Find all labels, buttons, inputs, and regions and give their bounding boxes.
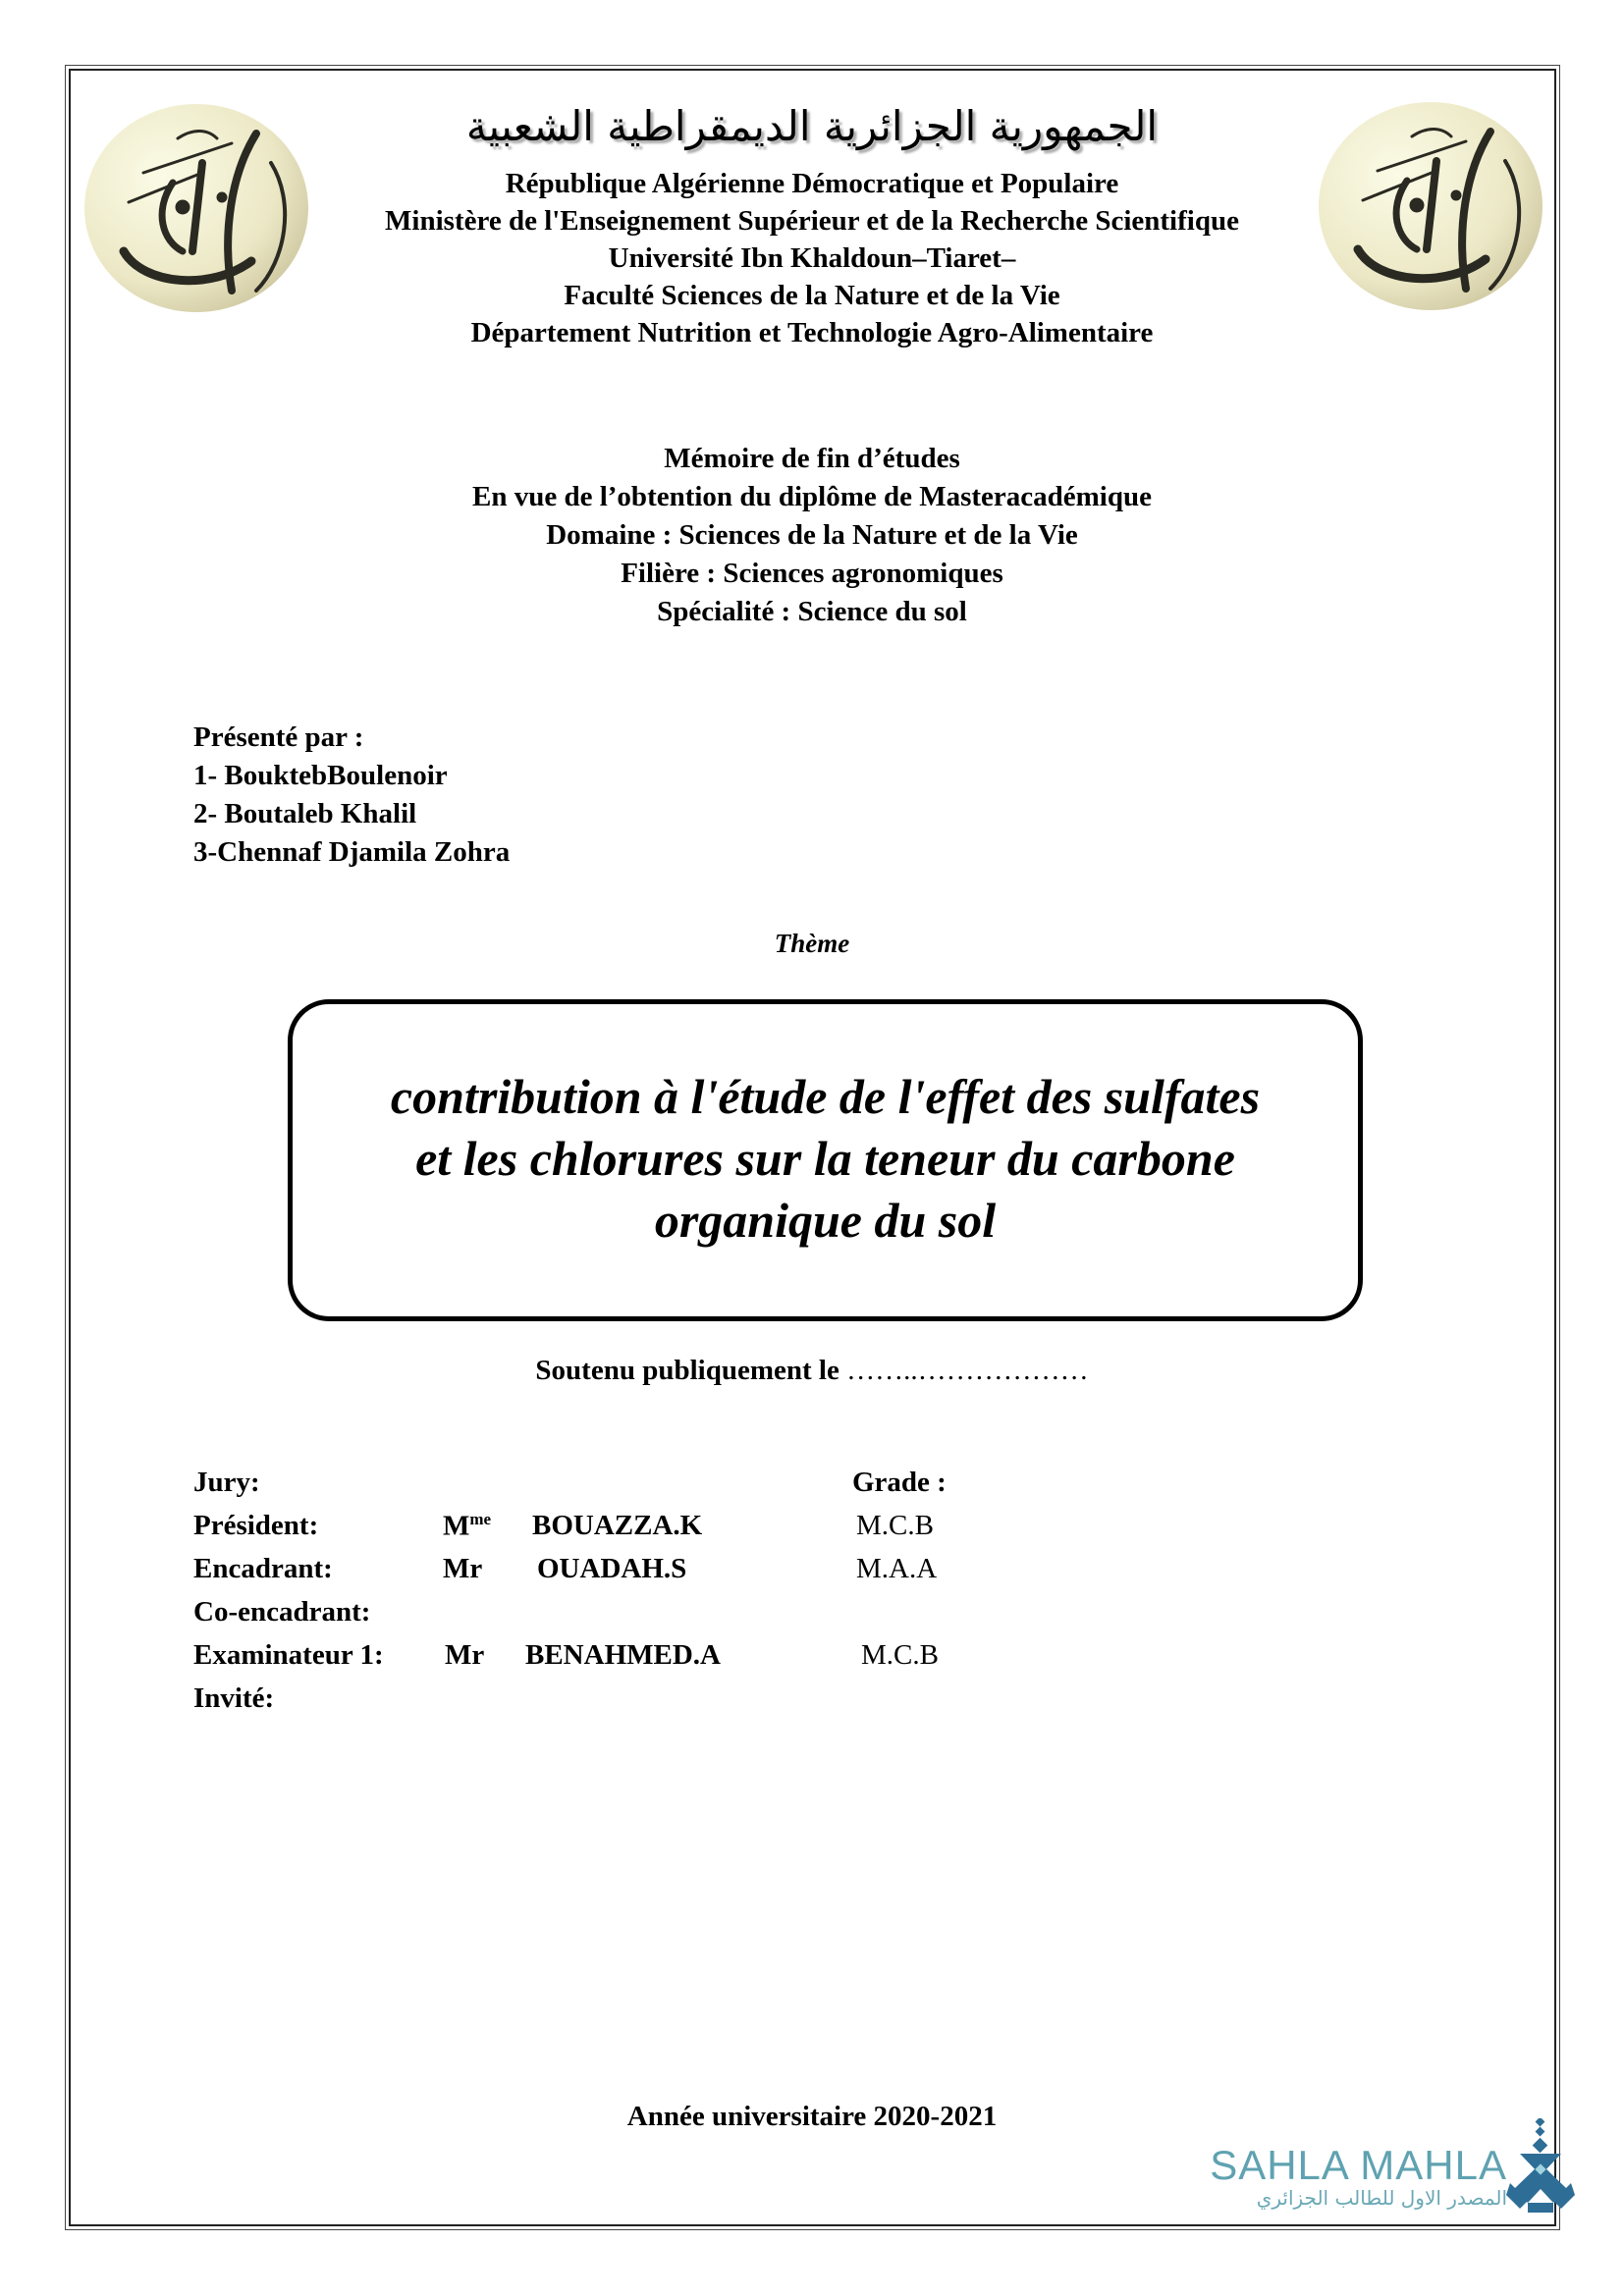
jury-grade: M.C.B bbox=[856, 1510, 934, 1541]
faculty-line: Faculté Sciences de la Nature et de la Vie bbox=[564, 280, 1060, 311]
academic-year: Année universitaire 2020-2021 bbox=[626, 2101, 998, 2132]
jury-name: OUADAH.S bbox=[537, 1553, 687, 1584]
ministry-line: Ministère de l'Enseignement Supérieur et de la Recherche Scientifique bbox=[385, 205, 1239, 237]
university-line: Université Ibn Khaldoun–Tiaret– bbox=[608, 242, 1016, 274]
jury-title-text: M bbox=[443, 1510, 470, 1542]
grade-header: Grade : bbox=[852, 1467, 947, 1498]
presented-by bbox=[193, 719, 510, 872]
student-name: 1- BouktebBoulenoir bbox=[193, 760, 448, 791]
jury-title-sup: me bbox=[469, 1510, 492, 1528]
watermark-subtitle: المصدر الاول للطالب الجزائري bbox=[1256, 2186, 1507, 2210]
thesis-title-line: organique du sol bbox=[654, 1192, 997, 1248]
student-name: 2- Boutaleb Khalil bbox=[193, 798, 417, 829]
thesis-info bbox=[0, 440, 1624, 631]
field-line: Filière : Sciences agronomiques bbox=[621, 558, 1003, 589]
jury-title bbox=[443, 1510, 491, 1543]
jury-role: Encadrant: bbox=[193, 1553, 333, 1584]
jury-role: Président: bbox=[193, 1510, 319, 1541]
jury-role: Examinateur 1: bbox=[193, 1639, 384, 1671]
department-line: Département Nutrition et Technologie Agro-Alimentaire bbox=[470, 317, 1154, 348]
thesis-title-line: contribution à l'étude de l'effet des sulfates bbox=[390, 1068, 1261, 1124]
defense-date-placeholder: ……..……………… bbox=[846, 1355, 1089, 1386]
jury-role: Co-encadrant: bbox=[193, 1596, 371, 1628]
jury-title: Mr bbox=[443, 1553, 483, 1584]
thesis-title bbox=[315, 1066, 1336, 1252]
sahla-mahla-watermark bbox=[1134, 2142, 1507, 2211]
institution-header bbox=[0, 165, 1624, 351]
jury-title: Mr bbox=[445, 1639, 485, 1671]
republic-line: République Algérienne Démocratique et Populaire bbox=[505, 168, 1119, 199]
defense-label: Soutenu publiquement le bbox=[535, 1355, 839, 1386]
degree-line: En vue de l’obtention du diplôme de Masteracadémique bbox=[472, 481, 1152, 512]
thesis-type: Mémoire de fin d’études bbox=[664, 443, 960, 474]
jury-label: Jury: bbox=[193, 1467, 260, 1498]
jury-name: BENAHMED.A bbox=[525, 1639, 721, 1671]
jury-role: Invité: bbox=[193, 1682, 275, 1714]
thesis-title-line: et les chlorures sur la teneur du carbone bbox=[415, 1130, 1235, 1186]
defense-date-line bbox=[0, 1355, 1624, 1387]
watermark-brand: SAHLA MAHLA bbox=[1210, 2142, 1507, 2188]
jury-grade: M.C.B bbox=[861, 1639, 939, 1671]
theme-label: Thème bbox=[774, 929, 850, 958]
specialty-line: Spécialité : Science du sol bbox=[657, 596, 967, 627]
jury-name: BOUAZZA.K bbox=[532, 1510, 703, 1541]
domain-line: Domaine : Sciences de la Nature et de la Vie bbox=[546, 519, 1078, 551]
jury-grade: M.A.A bbox=[856, 1553, 938, 1584]
student-name: 3-Chennaf Djamila Zohra bbox=[193, 836, 511, 868]
arabic-republic-title: الجمهورية الجزائرية الديمقراطية الشعبية bbox=[465, 102, 1159, 150]
sahla-mahla-logo-icon bbox=[1506, 2118, 1575, 2220]
theme-title-box bbox=[288, 999, 1363, 1321]
presented-by-label: Présenté par : bbox=[193, 721, 364, 753]
